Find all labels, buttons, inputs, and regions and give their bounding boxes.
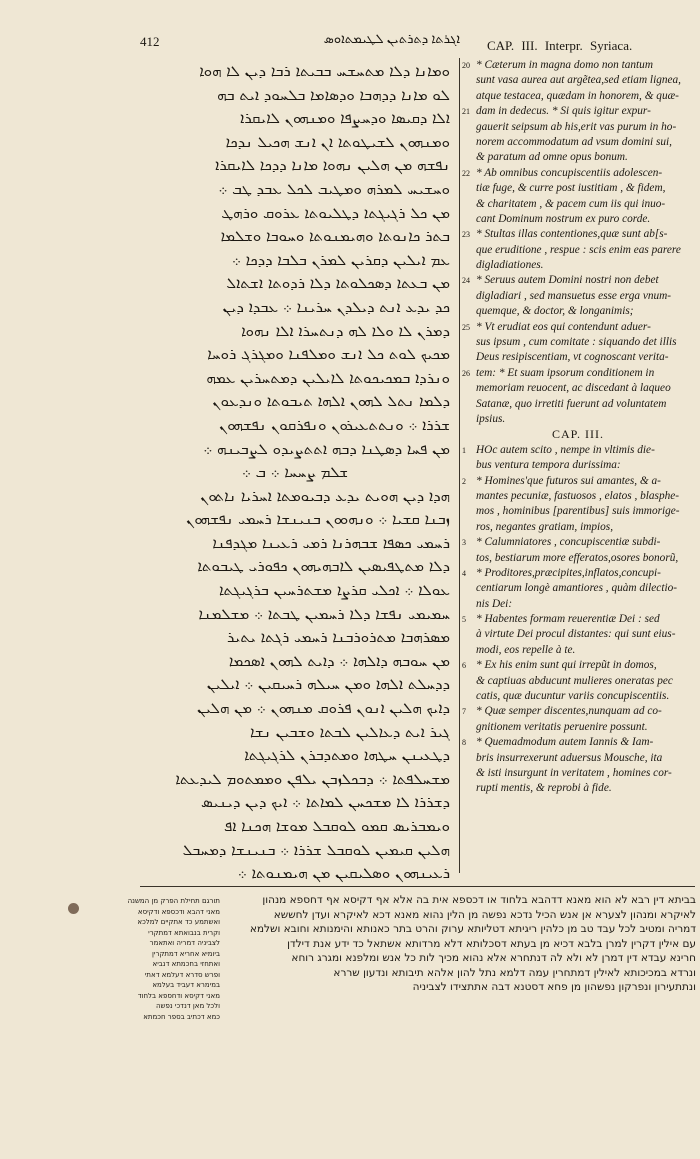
- syriac-line: ܒܬܪ ܟܐܢܘܬܐ ܘܗܝܡܢܘܬܐ ܘܚܘܒܐ ܘܫܠܡܐ: [220, 227, 450, 246]
- latin-text: bus ventura tempora durissima:: [476, 459, 621, 472]
- syriac-line: ܪܚܡܝ ܟܣܦܐ ܫܒܗܪܢܐ ܪܡܝ ܪܥܝܢܐ ܡܓܕܦܢܐ: [212, 533, 450, 552]
- latin-text: mos , hominibus [parentibus] suis immorige-: [476, 505, 680, 518]
- latin-text: & isti insurgunt in veritatem , homines cor-: [476, 766, 672, 779]
- latin-text: quemque, & doctor, & longanimis;: [476, 305, 634, 318]
- latin-line: [462, 73, 694, 88]
- latin-line: [462, 366, 694, 381]
- syriac-line: ܘܡܐܢܐ ܕܠܐ ܡܬܚܫܚ ܒܒܝܬܐ ܪܒܐ ܕܝܢ ܠܐ ܗܘܐ: [199, 62, 450, 80]
- latin-text: * Cæterum in magna domo non tantum: [476, 59, 653, 71]
- latin-line: [462, 273, 694, 288]
- latin-line: [462, 627, 694, 642]
- syriac-line: ܗܠܝܢ ܩܝܡܝܢ ܠܘܩܒܠ ܫܪܪܐ ܀ ܒܢܝܢܫܐ ܕܡܚܒܠ: [182, 840, 450, 859]
- latin-line: [462, 458, 694, 473]
- syriac-line: ܡܢ ܦܚܐ ܕܣܛܢܐ ܕܒܗ ܐܬܬܨܝܕܘ ܠܨܒܝܢܗ ܀: [203, 439, 450, 458]
- verse-number: 20: [462, 61, 470, 70]
- latin-text: * Quæ semper discentes,nunquam ad co-: [476, 705, 662, 718]
- latin-text: cant Dominum nostrum ex puro corde.: [476, 212, 651, 225]
- page-number: 412: [140, 34, 160, 49]
- syriac-line: ܘܝܡܒܪܝܣ ܩܡܘ ܠܘܩܒܠ ܡܘܫܐ ܗܟܢܐ ܐܦ: [223, 817, 450, 835]
- verse-number: 25: [462, 322, 470, 332]
- latin-text: & paratum ad omne opus bonum.: [476, 151, 628, 164]
- syriac-line: ܟܕ ܝܕܥ ܐܢܬ ܕܝܠܕܢ ܚܪܝܢܐ ܀ ܥܒܕܐ ܕܝܢ: [222, 297, 450, 316]
- latin-text: * Quemadmodum autem Iannis & Iam-: [476, 736, 654, 749]
- verse-number: 24: [462, 276, 470, 286]
- syriac-column: [140, 60, 450, 886]
- verse-number: 2: [462, 476, 466, 486]
- verse-number: 5: [462, 615, 466, 625]
- latin-text: modi, eos repelle à te.: [476, 643, 576, 656]
- latin-line: [462, 735, 694, 750]
- latin-line: [462, 243, 694, 258]
- latin-text: ros, negantes gratiam, impios,: [476, 520, 614, 533]
- verse-number: 6: [462, 661, 466, 671]
- latin-line: [462, 58, 694, 73]
- latin-text: * Calumniatores , concupiscentiæ subdi-: [476, 536, 661, 549]
- latin-line: [462, 443, 694, 458]
- latin-column: [462, 58, 694, 797]
- syriac-line: ܗܕܐ ܕܝܢ ܗܘܝܬ ܝܕܥ ܕܒܝܘܡܬܐ ܐܚܪܝܐ ܢܐܬܘܢ: [200, 486, 450, 505]
- latin-line: [462, 566, 694, 581]
- latin-line: [462, 135, 694, 150]
- syriac-line: ܓܝܪ ܐܝܬ ܕܥܐܠܝܢ ܠܒܬܐ ܘܫܒܝܢ ܢܫܐ: [249, 722, 450, 741]
- hebrew-side-line: מאני דהבא ודכספא ודקיסא: [137, 907, 220, 916]
- latin-text: * Habentes formam reuerentiæ Dei : sed: [476, 613, 660, 626]
- syriac-line: ܕܠܐ ܡܬܛܦܝܣܝܢ ܠܐܒܗܝܗܘܢ ܟܦܘܪܝ ܛܝܒܘܬܐ: [197, 557, 450, 576]
- latin-line: [462, 350, 694, 365]
- syriac-line: ܕܕܚܠܬ ܐܠܗܐ ܘܡܢ ܚܝܠܗ ܪܚܝܩܝܢ ܀ ܐܝܠܝܢ: [206, 675, 450, 694]
- latin-line: [462, 197, 694, 212]
- hebrew-line: ונרדא במכיכותא לאילין דמתחרין עמה דלמא נתל להון אלהא תיבותא ונדעון שררא: [333, 966, 696, 979]
- hebrew-line: ונתתעירון ונפרקון נפשהון מן פחא דסטנא דבה אתתצידו לצביניה: [412, 981, 696, 993]
- latin-line: [462, 643, 694, 658]
- latin-line: [462, 150, 694, 165]
- syriac-line: ܕܠܡܐ ܢܬܠ ܠܗܘܢ ܐܠܗܐ ܬܝܒܘܬܐ ܘܢܕܥܘܢ: [212, 392, 450, 411]
- syriac-line: ܕܫܪܪܐ ܠܐ ܡܫܟܚܢ ܠܡܐܬܐ ܀ ܐܝܟ ܕܝܢ ܕܝܢܝܣ: [201, 793, 450, 812]
- latin-text: * Ab omnibus concupiscentiis adolescen-: [476, 166, 663, 179]
- latin-text: HOc autem scito , nempe in vltimis die-: [476, 443, 655, 456]
- latin-text: digladiationes.: [476, 259, 544, 272]
- syriac-line: ܘܢܪܕܐ ܒܡܟܝܟܘܬܐ ܠܐܝܠܝܢ ܕܡܬܚܪܝܢ ܥܡܗ: [206, 368, 450, 387]
- footer-rule: [140, 886, 695, 887]
- latin-text: tos, bestiarum more efferatos,osores bonorũ,: [476, 551, 679, 564]
- hebrew-side-line: ואשתמע כד אתקיים למלכא: [137, 918, 220, 926]
- syriac-line: ܕܛܥܝܢܢ ܚܛܗܐ ܘܡܬܕܒܪܢ ܠܪܓܝܓܬܐ: [244, 746, 450, 765]
- column-divider: [459, 58, 460, 873]
- syriac-line: ܐܠܐ ܕܩܝܣܐ ܘܕܚܨܦܐ ܘܡܢܗܘܢ ܠܐܝܩܪܐ: [240, 109, 450, 128]
- latin-text: digladiari , sed mansuetus esse erga vnum-: [476, 289, 672, 302]
- latin-text: * Proditores,præcipites,inflatos,concupi-: [476, 566, 661, 579]
- latin-text: centiarum longè amantiores , quàm dilectio-: [476, 582, 678, 595]
- paper-hole: [68, 903, 79, 914]
- latin-text: norem accommodatum ad vsum domini sui,: [476, 135, 673, 148]
- latin-text: & charitatem , & pacem cum iis qui inuo-: [476, 197, 666, 210]
- syriac-line: ܠܘ ܡܐܢܐ ܕܕܗܒܐ ܘܕܣܐܡܐ ܒܠܚܘܕ ܐܝܬ ܒܗ: [217, 85, 450, 104]
- latin-line: [462, 612, 694, 627]
- latin-line: [462, 289, 694, 304]
- hebrew-side-line: מאני דקיסא ודחספא בלחוד: [137, 991, 220, 1000]
- hebrew-side-line: במימרא דעביד בעלמא: [152, 981, 220, 989]
- syriac-line: ܡܢ ܒܥܬܐ ܕܣܟܠܘܬܐ ܕܠܐ ܪܕܘܬܐ ܐܫܬܐܠ: [226, 274, 450, 293]
- latin-text: * Homines'que futuros sui amantes, & a-: [476, 474, 661, 487]
- latin-line: [462, 551, 694, 566]
- hebrew-side-line: וקרית בנבואתא דמתקרי: [148, 928, 220, 937]
- latin-line: [462, 335, 694, 350]
- latin-line: [462, 658, 694, 673]
- syriac-line: ܢܦܫܗ ܡܢ ܗܠܝܢ ܢܗܘܐ ܡܐܢܐ ܕܕܟܐ ܠܐܝܩܪܐ: [215, 156, 450, 175]
- syriac-line: ܘܡܢܗܘܢ ܠܫܝܛܘܬܐ ܐܢ ܐܢܫ ܗܟܝܠ ܢܕܟܐ: [225, 132, 450, 151]
- verse-number: 22: [462, 168, 470, 178]
- hebrew-translation: [222, 893, 696, 995]
- latin-line: [462, 766, 694, 781]
- verse-number: 4: [462, 568, 466, 578]
- latin-text: que eruditione , respue : scis enim eas parere: [476, 243, 681, 256]
- latin-text: gauerit seipsum ab his,erit vas purum in ho-: [476, 120, 677, 133]
- hebrew-line: חרינא עבדא דין דמרן לא ולא לה דנתחרא אלא נהוא מכיך לות כל אנש ומלפנא ומגרג רוחא: [291, 952, 696, 964]
- latin-text: * Stultas illas contentiones,quæ sunt ab[s-: [476, 228, 668, 241]
- syriac-line: ܡܟܝܟ ܠܘܬ ܟܠ ܐܢܫ ܘܡܠܦܢܐ ܘܡܓܪܓ ܪܘܚܐ: [207, 345, 450, 364]
- latin-text: catis, quæ ducuntur variis concupiscentiis.: [476, 690, 670, 703]
- latin-line: [462, 304, 694, 319]
- verse-number: 26: [462, 368, 470, 378]
- latin-text: sus ipsum , cum comitate : siquando det illis: [476, 336, 677, 349]
- syriac-chapter-heading: ܫܠܡ ܨܚܚܐ ܀ ܒ ܀: [241, 463, 349, 482]
- latin-line: [462, 212, 694, 227]
- syriac-line: ܡܢ ܚܘܒܗ ܕܐܠܗܐ ܀ ܕܐܝܬ ܠܗܘܢ ܐܣܟܡܐ: [228, 651, 450, 670]
- latin-text: tiæ fuge, & curre post iustitiam , & fidem,: [476, 182, 666, 195]
- syriac-line: ܕܐܝܟ ܗܠܝܢ ܐܢܘܢ ܦܪܘܩ ܡܢܗܘܢ ܀ ܡܢ ܗܠܝܢ: [197, 699, 450, 718]
- hebrew-side-line: ולכל מאן דנדכי נפשה: [155, 1002, 220, 1010]
- latin-text: nis Dei:: [476, 597, 513, 610]
- verse-number: 21: [462, 107, 470, 117]
- verse-number: 1: [462, 445, 466, 455]
- hebrew-side-line: לצביניה דמריה ואתאמר: [149, 939, 220, 947]
- syriac-line: ܫܪܪܐ ܀ ܘܢܬܬܥܝܪܘܢ ܘܢܦܪܩܘܢ ܢܦܫܗܘܢ: [219, 415, 450, 434]
- syriac-line: ܘܚܫܝܚ ܠܡܪܗ ܘܡܛܝܒ ܠܟܠ ܥܒܕ ܛܒ ܀: [218, 179, 450, 198]
- latin-text: atque testacea, quædam in honorem, & quæ-: [476, 89, 679, 102]
- latin-line: [462, 581, 694, 596]
- latin-line: [462, 689, 694, 704]
- syriac-line: ܡܢ ܟܠ ܪܓܝܓܬܐ ܕܛܠܝܘܬܐ ܥܪܘܩ ܘܪܗܛ: [221, 203, 450, 222]
- hebrew-side-notes: [127, 896, 220, 1022]
- latin-line: [462, 535, 694, 550]
- latin-line: [462, 104, 694, 119]
- latin-text: * Ex his enim sunt qui irrepũt in domos,: [476, 659, 657, 672]
- latin-text: Satanæ, quo irretiti fuerunt ad voluntatem: [476, 397, 667, 410]
- syriac-line: ܥܘܠܐ ܀ ܐܟܠܝ ܩܪܨܐ ܡܫܬܪܚܝܢ ܒܪܓܝܓܬܐ: [219, 581, 450, 600]
- verse-number: 23: [462, 230, 470, 240]
- latin-text: dam in dedecus. * Si quis igitur expur-: [476, 105, 651, 118]
- latin-line: [462, 781, 694, 796]
- syriac-line: ܥܡ ܐܝܠܝܢ ܕܩܪܝܢ ܠܡܪܢ ܒܠܒܐ ܕܕܟܐ ܀: [231, 250, 450, 269]
- latin-line: [462, 412, 694, 427]
- verse-number: 7: [462, 707, 466, 717]
- latin-text: Deus resipiscentiam, vt cognoscant verita-: [476, 351, 669, 364]
- latin-text: mantes pecuniæ, fastuosos , elatos , blasphe-: [476, 489, 680, 502]
- latin-line: [462, 320, 694, 335]
- hebrew-line: דמריה ומטיב לכל עבד טב מן כלהין ריגיתא דטליותא ערוק והרט בתר כאנותא והימנותא וחובא ושלמא: [249, 923, 696, 935]
- verse-number: 8: [462, 738, 466, 748]
- hebrew-side-line: תורגם תחילת הפרק מן המשנה: [127, 897, 220, 905]
- syriac-line: ܕܡܪܢ ܠܐ ܘܠܐ ܠܗ ܕܢܬܚܪܐ ܐܠܐ ܢܗܘܐ: [241, 321, 450, 340]
- latin-line: [462, 227, 694, 242]
- syriac-line: ܪܥܝܢܗܘܢ ܘܣܠܝܩܝܢ ܡܢ ܗܝܡܢܘܬܐ ܀: [237, 864, 450, 883]
- latin-line: [462, 166, 694, 181]
- latin-text: rupti mentis, & reprobi à fide.: [476, 782, 612, 795]
- latin-text: bris insurrexerunt aduersus Mousche, ita: [476, 751, 663, 764]
- hebrew-side-line: כמא דכתיב בספר חכמתא: [143, 1012, 220, 1021]
- latin-line: [462, 720, 694, 735]
- syriac-line: ܡܣܪܗܒܐ ܡܬܪܘܪܒܢܐ ܪܚܡܝ ܪܓܬܐ ܝܬܝܪ: [226, 628, 450, 647]
- latin-text: à virtute Dei procul distantes: qui sunt eius-: [476, 628, 676, 641]
- latin-text: * Vt erudiat eos qui contendunt aduer-: [476, 320, 651, 333]
- latin-chapter-heading: CAP. III.: [551, 427, 604, 442]
- syriac-running-head: ܐܓܪܬܐ ܕܬܪܬܝܢ ܠܛܝܡܬܐܘܣ: [323, 31, 460, 46]
- latin-line: [462, 504, 694, 519]
- latin-text: gnitionem veritatis peruenire possunt.: [476, 720, 648, 733]
- syriac-line: ܚܡܝܡܝ ܢܦܫܐ ܕܠܐ ܪܚܡܝܢ ܛܒܬܐ ܀ ܡܫܠܡܢܐ: [198, 604, 450, 623]
- latin-line: [462, 751, 694, 766]
- latin-text: sunt vasa aurea aut argẽtea,sed etiam lignea,: [476, 74, 681, 87]
- latin-text: tem: * Et suam ipsorum conditionem in: [476, 366, 655, 379]
- syriac-line: ܙܒܢܐ ܩܫܝܐ ܀ ܘܢܗܘܘܢ ܒܢܝܢܫܐ ܪܚܡܝ ܢܦܫܗܘܢ: [186, 510, 450, 529]
- latin-line: [462, 258, 694, 273]
- latin-line: [462, 489, 694, 504]
- latin-text: & captiuas abducunt mulieres oneratas pec: [476, 674, 673, 687]
- hebrew-line: בביתא דין רבא לא הוא מאנא דדהבא בלחוד או דכספא אית בה אלא אף דקיסא אף דחספא מנהון: [262, 894, 696, 906]
- latin-text: ipsius.: [476, 412, 506, 425]
- hebrew-line: לאיקרא ומנהון לצערא אן אנש הכיל נדכא נפשה מן הלין נהוא מאנא דכא לאיקרא ועדן לחששא: [273, 908, 696, 921]
- latin-text: * Seruus autem Domini nostri non debet: [476, 274, 659, 287]
- syriac-line: ܡܫܚܠܦܬܐ ܀ ܕܒܟܠܙܒܢ ܝܠܦܢ ܘܡܡܬܘܡ ܠܝܕܥܬܐ: [175, 769, 450, 788]
- hebrew-side-line: ואתחזי בחכמתא דנביא: [152, 960, 220, 968]
- latin-line: [462, 704, 694, 719]
- hebrew-side-line: ופרש סדרא דעלמא דאתי: [144, 970, 220, 979]
- latin-line: [462, 597, 694, 612]
- verse-number: 3: [462, 538, 466, 548]
- latin-line: [462, 120, 694, 135]
- latin-line: [462, 474, 694, 489]
- latin-text: memoriam reuocent, ac discedant à laqueo: [476, 382, 671, 395]
- hebrew-side-line: ביומיא אחריא דמתקרין: [152, 949, 220, 958]
- latin-running-head: CAP. III. Interpr. Syriaca.: [487, 38, 633, 53]
- latin-line: [462, 520, 694, 535]
- latin-line: [462, 674, 694, 689]
- latin-line: [462, 381, 694, 396]
- latin-line: [462, 89, 694, 104]
- latin-line: [462, 181, 694, 196]
- hebrew-line: עם אילין דקרין למרן בלבא דכיא מן בעתא דסכלותא דלא מרדותא אשתאל כד ידע אנת דילדן: [287, 937, 696, 950]
- latin-line: [462, 397, 694, 412]
